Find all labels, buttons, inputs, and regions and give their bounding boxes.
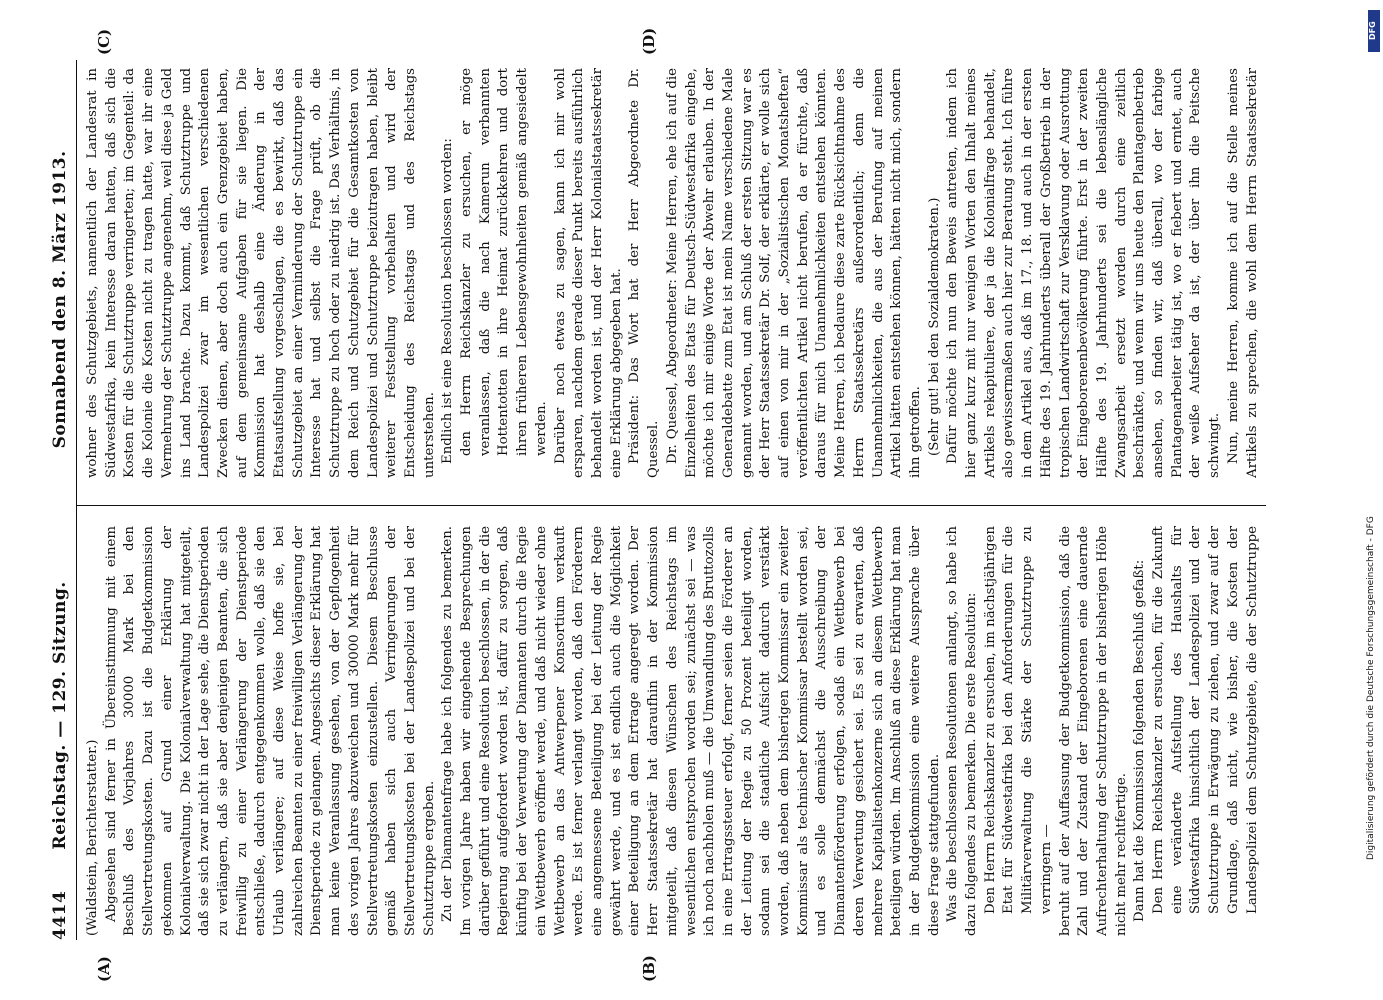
resolution-quote: den Herrn Reichskanzler zu ersuchen, er möge veranlassen, daß die nach Kamerun verbannten Hottentotten in ihre Heimat zurückkehren und dort ihren früheren Lebensgewohnheiten gemäß angesiedelt werden. xyxy=(459,68,549,456)
header-session: Reichstag. — 129. Sitzung. xyxy=(50,581,70,850)
paragraph: Dann hat die Kommission folgenden Beschluß gefaßt: xyxy=(1132,559,1148,922)
dfg-logo: DFG xyxy=(1368,10,1380,52)
speaker-note: (Waldstein, Berichterstatter.) xyxy=(85,739,100,936)
right-column xyxy=(84,68,1264,478)
paragraph: wohner des Schutzgebiets, namentlich der Landesrat in Südwestafrika, kein Interesse daran hatten, daß sich die Kosten für die Schutztruppe verringerten; im Gegenteil: da die Kolonie die Kosten nicht zu tragen hatte, war ihr eine Vermehrung der Schutztruppe angenehm, weil diese ja Geld ins Land brachte. Dazu kommt, daß Schutztruppe und Landespolizei zwar im wesentlichen verschiedenen Zwecken dienen, aber doch auch ein Grenzgebiet haben, auf dem gemeinsame Aufgaben für sie liegen. Die Kommission hat deshalb eine Änderung in der Etatsaufstellung vorgeschlagen, die es bewirkt, daß das Schutzgebiet an einer Verminderung der Schutztruppe ein Interesse hat und selbst die Frage prüft, ob die Schutztruppe zu hoch oder zu niedrig ist. Das Verhältnis, in dem Reich und Schutzgebiet für die Gesamtkosten von Landespolizei und Schutztruppe beizutragen haben, bleibt weiterer Feststellung vorbehalten und wird der Entscheidung des Reichstags und des Reichstags unterstehen. xyxy=(85,68,437,478)
margin-marker-a: (A) xyxy=(95,956,113,982)
paragraph: Zu der Diamantenfrage habe ich folgendes zu bemerken. Im vorigen Jahre haben wir eingehende Besprechungen darüber geführt und eine Resolution beschlossen, in der die Regierung aufgefordert worden ist, dafür zu sorgen, daß künftig bei der Verwertung der Diamanten durch die Regie ein Wettbewerb eröffnet werde, und daß nicht wieder ohne Wettbewerb an das Antwerpener Konsortium verkauft werde. Es ist ferner verlangt worden, daß den Förderern eine angemessene Beteiligung bei der Leitung der Regie gewährt werde, und es ist endlich auch die Möglichkeit einer Beteiligung an dem Ertrage angeregt worden. Der Herr Staatssekretär hat daraufhin in der Kommission mitgeteilt, daß diesen Wünschen des Reichstags im wesentlichen entsprochen worden sei; zunächst sei — was ich noch nachholen muß — die Umwandlung des Bruttozolls in eine Ertragssteuer erfolgt, ferner seien die Förderer an der Leitung der Regie zu 50 Prozent beteiligt worden, sodann sei die staatliche Aufsicht dadurch verstärkt worden, daß neben dem bisherigen Kommissar ein zweiter Kommissar als technischer Kommissar bestellt worden sei, und es solle demnächst die Ausschreibung der Diamantenförderung erfolgen, sodaß ein Wettbewerb bei deren Verwertung gesichert sei. Es sei zu erwarten, daß mehrere Kapitalistenkonzerne sich an diesem Wettbewerb beteiligen würden. Im Anschluß an diese Erklärung hat man in der Budgetkommission eine weitere Aussprache über diese Frage stattgefunden. xyxy=(440,526,942,936)
resolution-quote: Den Herrn Reichskanzler zu ersuchen, im nächstjährigen Etat für Südwestafrika bei den Anforderungen für die Militärverwaltung die Stärke der Schutztruppe zu verringern — xyxy=(982,526,1054,914)
column-rule xyxy=(76,505,1266,506)
margin-marker-c: (C) xyxy=(95,28,113,55)
paragraph: Was die beschlossenen Resolutionen anlangt, so habe ich dazu folgendes zu bemerken. Die erste Resolution: xyxy=(945,526,980,936)
page-number: 4414 xyxy=(50,890,70,940)
paragraph: Endlich ist eine Resolution beschlossen worden: xyxy=(440,138,456,464)
resolution-quote: Den Herrn Reichskanzler zu ersuchen, für die Zukunft eine veränderte Aufstellung des Haushalts für Südwestafrika hinsichtlich der Landespolizei und der Schutztruppe in Erwägung zu ziehen, und zwar auf der Grundlage, daß nicht, wie bisher, die Kosten der Landespolizei dem Schutzgebiete, die der Schutztruppe xyxy=(1151,526,1260,914)
interjection: (Sehr gut! bei den Sozialdemokraten.) xyxy=(926,197,942,456)
paragraph: Dr. Quessel, Abgeordneter: Meine Herren, ehe ich auf die Einzelheiten des Etats für Deutsch-Südwestafrika eingehe, möchte ich mir einige Worte der Abwehr erlauben. In der Generaldebatte zum Etat ist mein Name verschiedene Male genannt worden, und am Schluß der ersten Sitzung war es der Herr Staatssekretär Dr. Solf, der erklärte, er wolle sich auf einen von mir in der „Sozialistischen Monatsheften“ veröffentlichten Artikel nicht berufen, da er fürchte, daß daraus für mich Unannehmlichkeiten entstehen könnten. Meine Herren, ich bedaure diese zarte Rücksichtnahme des Herrn Staatssekretärs außerordentlich; denn die Unannehmlichkeiten, die aus der Berufung auf meinen Artikel hätten entstehen können, hätten nicht mich, sondern ihn getroffen. xyxy=(664,68,923,478)
header-date: Sonnabend den 8. März 1913. xyxy=(50,150,70,449)
paragraph: Dafür möchte ich nun den Beweis antreten, indem ich hier ganz kurz mit nur wenigen Worten den Inhalt meines Artikels rekapituliere, der ja die Kolonialfrage behandelt, also gewissermaßen auch hier zur Beratung steht. Ich führe in dem Artikel aus, daß im 17., 18. und auch in der ersten Hälfte des 19. Jahrhunderts überall der Großbetrieb in der tropischen Landwirtschaft zur Versklavung oder Ausrottung der Eingeborenenbevölkerung führte. Erst in der zweiten Hälfte des 19. Jahrhunderts sei die lebenslängliche Zwangsarbeit ersetzt worden durch eine zeitlich beschränkte, und wenn wir uns heute den Plantagenbetrieb ansehen, so finden wir, daß überall, wo der farbige Plantagenarbeiter tätig ist, wo er fiebert und erntet, auch der weiße Aufseher da ist, der über ihn die Peitsche schwingt. xyxy=(945,68,1223,478)
margin-marker-b: (B) xyxy=(640,955,658,982)
margin-marker-d: (D) xyxy=(640,27,658,55)
digitization-credit: Digitalisierung gefördert durch die Deutsche Forschungsgemeinschaft - DFG xyxy=(1366,516,1376,860)
paragraph: Darüber noch etwas zu sagen, kann ich mir wohl ersparen, nachdem gerade dieser Punkt bereits ausführlich behandelt worden ist, und der Herr Kolonialstaatssekretär eine Erklärung abgegeben hat. xyxy=(552,68,624,478)
header-rule xyxy=(76,60,77,940)
left-column xyxy=(84,526,1264,936)
paragraph: Nun, meine Herren, komme ich auf die Stelle meines Artikels zu sprechen, die wohl dem Herrn Staatssekretär xyxy=(1225,68,1260,478)
page-header xyxy=(50,60,72,940)
paragraph: beruht auf der Auffassung der Budgetkommission, daß die Zahl und der Zustand der Eingeborenen eine dauernde Aufrechterhaltung der Schutztruppe in der bisherigen Höhe nicht mehr rechtfertige. xyxy=(1057,526,1129,936)
paragraph: Abgesehen sind ferner in Übereinstimmung mit einem Beschluß des Vorjahres 30000 Mark bei den Stellvertretungskosten. Dazu ist die Budgetkommission gekommen auf Grund einer Erklärung der Kolonialverwaltung. Die Kolonialverwaltung hat mitgeteilt, daß sie sich zwar nicht in der Lage sehe, die Dienstperioden zu verlängern, daß sie aber denjenigen Beamten, die sich freiwillig zu einer Verlängerung der Dienstperiode entschließe, dadurch entgegenkommen wolle, daß sie den Urlaub verlängere; auf diese Weise hoffe sie, bei zahlreichen Beamten zu einer freiwilligen Verlängerung der Dienstperiode zu gelangen. Angesichts dieser Erklärung hat man keine Veranlassung gesehen, von der Gepflogenheit des vorigen Jahres abzuweichen und 30000 Mark mehr für Stellvertretungskosten einzustellen. Diesem Beschlusse gemäß haben sich auch Verringerungen der Stellvertretungskosten bei der Landespolizei und bei der Schutztruppe ergeben. xyxy=(103,526,437,936)
president-remark: Präsident: Das Wort hat der Herr Abgeordnete Dr. Quessel. xyxy=(627,68,662,478)
